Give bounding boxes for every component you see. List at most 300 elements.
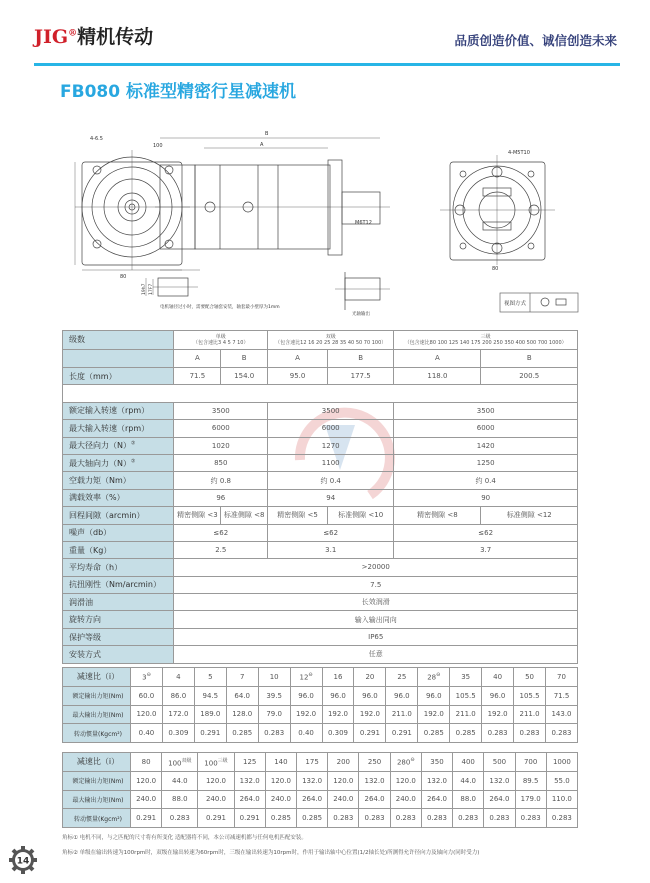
spec-label [63,559,174,576]
spec-value: 90 [394,489,578,506]
page-number-badge [8,845,38,875]
ratio-cell [328,753,359,772]
output-end-view [440,155,555,265]
subcol-row [63,349,578,368]
ratio-cell [546,771,577,790]
ratio-cell [297,790,328,809]
spec-label [63,402,174,419]
spec-label [63,472,174,489]
subcol-header: A [174,349,221,368]
spec-label [63,420,174,437]
spec-label-text: 最大轴向力（N） [69,458,131,468]
ratio-value: 96.0 [330,691,346,700]
spec-value: 约 0.4 [394,472,578,489]
ratio-cell [421,753,452,772]
ratio-cell [131,790,162,809]
ratio-value: 40 [493,672,503,681]
spec-row [63,454,578,471]
spec-value: 约 0.8 [174,472,268,489]
spec-value: 118.0 [394,368,481,385]
ratio-cell [322,668,354,687]
ratio-label: 额定输出力矩(Nm) [63,771,131,790]
ratio-value: 0.291 [239,814,260,823]
spec-row [63,368,578,385]
bushing-outer-dim: 19h7 [142,283,147,295]
spec-row [63,524,578,541]
ratio-value: 35 [461,672,471,681]
ratio-label: 减速比（i） [63,753,131,772]
ratio-cell [386,705,418,724]
ratio-value: 0.291 [136,814,157,823]
ratio-cell [234,809,265,828]
spec-value: 长效润滑 [174,594,578,611]
header-divider [34,63,620,66]
ratio-value: 60.0 [138,691,155,700]
ratio-cell [386,724,418,743]
stage-ratios: （包含速比3 4 5 7 10） [193,339,249,346]
ratio-mark: ⊖ [308,672,313,679]
stage-ratios: （包含速比80 100 125 140 175 200 250 350 400 500 700 1000） [404,339,567,346]
ratio-cell [453,809,484,828]
ratio-value: 0.283 [458,814,479,823]
ratio-value: 110.0 [551,795,572,804]
spec-label [63,576,174,593]
ratio-value: 240.0 [136,795,157,804]
ratio-cell [198,753,234,772]
ratio-value: 240.0 [395,795,416,804]
spec-value: 精密侧隙 <5 [268,507,328,524]
ratio-cell [131,668,163,687]
ratio-cell [545,705,577,724]
ratio-value: 50 [525,672,534,681]
spec-value: 输入输出同向 [174,611,578,628]
ratio-label: 最大输出力矩(Nm) [63,790,131,809]
stage-ratios: （包含速比12 16 20 25 28 35 40 50 70 100） [275,339,387,346]
ratio-cell [545,724,577,743]
spec-value: 约 0.4 [268,472,394,489]
ratio-value: 211.0 [519,710,540,719]
spec-value: 任意 [174,646,578,663]
spec-label-text: 噪声（db） [69,528,112,538]
spec-value: 96 [174,489,268,506]
spec-value: 1420 [394,437,578,454]
dim-label: B [265,131,269,137]
ratio-mark: ⊖ [146,672,151,679]
spec-label [63,489,174,506]
spec-value: ≤62 [268,524,394,541]
ratio-cell [328,790,359,809]
ratio-value: 3 [142,673,147,682]
spec-row [63,472,578,489]
ratio-mark: 三级 [217,757,228,764]
ratio-value: 143.0 [551,710,572,719]
spec-value: 177.5 [328,368,394,385]
stage-name: 三级 [480,333,491,340]
ratio-value: 44.0 [172,776,188,785]
ratio-value: 0.283 [169,814,190,823]
ratio-value: 16 [333,672,343,681]
ratio-value: 240.0 [333,795,354,804]
dim-label: 80 [492,266,499,272]
ratio-cell [453,753,484,772]
ratio-value: 0.309 [168,729,189,738]
ratio-cell [322,686,354,705]
ratio-value: 192.0 [296,710,317,719]
ratio-value: 0.283 [520,814,541,823]
stage-group [174,331,268,350]
ratio-value: 7 [239,672,245,681]
ratio-mark: 双级 [181,757,192,764]
dim-label: A [260,142,264,148]
ratio-cell [546,790,577,809]
ratio-value: 700 [523,757,538,766]
ratio-value: 0.283 [551,729,572,738]
ratio-cell [390,790,421,809]
ratio-cell [290,724,322,743]
subcol-header: A [394,349,481,368]
ratio-cell [421,790,452,809]
spec-label-text: 平均寿命（h） [69,562,123,572]
stage-name: 双级 [325,333,336,340]
ratio-value: 0.285 [270,814,291,823]
ratio-value: 88.0 [460,795,476,804]
ratio-value: 264.0 [364,795,385,804]
spec-value: 1020 [174,437,268,454]
spec-label-text: 额定输入转速（rpm） [69,406,150,416]
brand-name: 精机传动 [77,26,154,48]
ratio-value: 132.0 [489,776,510,785]
ratio-mark: ⊖ [436,672,441,679]
ratio-cell [514,668,546,687]
ratio-value: 179.0 [520,795,541,804]
spec-label [63,541,174,558]
spec-value: IP65 [174,628,578,645]
ratio-value: 96.0 [362,691,378,700]
ratio-cell [198,771,234,790]
ratio-value: 128.0 [232,710,253,719]
ratio-cell [418,686,450,705]
ratio-value: 0.283 [364,814,385,823]
ratio-cell [418,668,450,687]
ratio-value: 0.283 [395,814,416,823]
ratio-cell [482,668,514,687]
ratio-value: 120.0 [270,776,291,785]
ratio-value: 264.0 [302,795,323,804]
ratio-label: 减速比（i） [63,668,131,687]
ratio-value: 120.0 [333,776,354,785]
ratio-cell [453,790,484,809]
spec-label-text: 润滑油 [69,597,93,607]
ratio-cell [359,771,390,790]
ratio-cell [131,724,163,743]
ratio-value: 79.0 [266,710,282,719]
spec-value: 1100 [268,454,394,471]
page-title: FB080 标准型精密行星减速机 [60,82,296,102]
view-mode-box [500,293,578,312]
ratio-row [63,705,578,724]
ratio-value: 5 [208,672,213,681]
ratio-value: 211.0 [455,710,476,719]
technical-drawing [60,120,580,320]
ratio-cell [265,790,296,809]
spec-value: 精密侧隙 <3 [174,507,221,524]
ratio-value: 192.0 [327,710,349,719]
spec-label-text: 最大输入转速（rpm） [69,423,150,433]
ratio-value: 39.5 [266,691,282,700]
spec-label-text: 长度（mm） [69,371,117,381]
view-mode-label: 视图方式 [504,301,527,307]
ratio-cell [194,668,226,687]
ratio-cell [162,771,198,790]
ratio-value: 192.0 [423,710,444,719]
ratio-cell [234,790,265,809]
ratio-label: 转动惯量(Kgcm²) [63,724,131,743]
ratio-value: 175 [305,757,319,766]
spec-label-text: 抗扭刚性（Nm/arcmin） [69,580,161,590]
ratio-value: 55.0 [554,776,570,785]
ratio-row [63,771,578,790]
spec-row [63,628,578,645]
ratio-value: 264.0 [239,795,260,804]
subcol-header: A [268,349,328,368]
stage-label: 级数 [63,331,174,350]
ratio-value: 0.291 [391,729,412,738]
stage-row [63,331,578,350]
ratio-value: 105.5 [519,691,540,700]
ratio-cell [297,771,328,790]
ratio-cell [290,705,322,724]
ratio-cell [515,771,546,790]
dim-label: 4-6.5 [90,136,103,142]
dim-label: 100 [153,143,163,149]
ratio-cell [418,724,450,743]
subcol-header: B [221,349,268,368]
spec-value: 71.5 [174,368,221,385]
ratio-value: 0.283 [426,814,447,823]
ratio-value: 350 [430,757,444,766]
ratio-cell [354,668,386,687]
ratio-row [63,790,578,809]
ratio-cell [484,771,515,790]
ratio-cell [258,686,290,705]
ratio-cell [546,809,577,828]
ratio-value: 125 [242,757,257,766]
page-number: 14 [16,856,30,867]
stage-group [394,331,578,350]
slogan: 品质创造价值、诚信创造未来 [454,33,617,48]
ratio-cell [421,809,452,828]
ratio-value: 192.0 [487,710,508,719]
dim-label: M6T12 [355,220,372,226]
ratio-cell [390,809,421,828]
spec-label [63,454,174,471]
spec-value: 6000 [394,420,578,437]
ratio-value: 89.5 [522,776,539,785]
ratio-cell [258,724,290,743]
ratio-value: 25 [397,672,407,681]
ratio-value: 0.283 [489,814,510,823]
spec-label [63,507,174,524]
ratio-value: 132.0 [239,776,260,785]
spec-row [63,576,578,593]
ratio-cell [162,724,194,743]
spec-value: 3.7 [394,541,578,558]
ratio-cell [258,705,290,724]
ratio-value: 400 [461,757,475,766]
ratio-value: 20 [365,672,375,681]
ratio-row [63,809,578,828]
ratio-cell [514,686,546,705]
ratio-value: 105.5 [455,691,476,700]
ratio-value: 4 [176,672,181,681]
ratio-row [63,686,578,705]
ratio-value: 71.5 [553,691,570,700]
ratio-value: 0.285 [232,729,253,738]
dim-label: 4-M5T10 [508,150,530,156]
ratio-value: 0.285 [302,814,323,823]
ratio-cell [450,705,482,724]
ratio-value: 96.0 [394,691,410,700]
spec-value: ≤62 [174,524,268,541]
spec-value: 200.5 [481,368,578,385]
ratio-value: 240.0 [270,795,291,804]
spec-row [63,646,578,663]
ratio-value: 200 [336,757,351,766]
spec-label [63,611,174,628]
ratio-cell [354,724,386,743]
ratio-value: 0.291 [205,814,226,823]
spec-label [63,594,174,611]
ratio-cell [546,753,577,772]
spec-label [63,646,174,663]
ratio-cell [162,668,194,687]
ratio-cell [297,809,328,828]
ratio-cell [390,753,421,772]
ratio-cell [131,809,162,828]
ratio-value: 1000 [552,757,571,766]
ratio-table-2 [62,752,578,828]
ratio-cell [484,790,515,809]
ratio-cell [450,668,482,687]
ratio-cell [386,686,418,705]
ratio-value: 88.0 [172,795,188,804]
ratio-cell [194,705,226,724]
ratio-value: 140 [274,757,288,766]
ratio-cell [131,753,162,772]
spec-value: 95.0 [268,368,328,385]
spacer-row [63,385,578,402]
ratio-value: 132.0 [426,776,447,785]
ratio-cell [482,686,514,705]
ratio-cell [226,686,258,705]
ratio-value: 86.0 [170,691,187,700]
footnote-mark: ② [130,440,136,447]
ratio-cell [545,668,577,687]
ratio-value: 0.285 [423,729,444,738]
ratio-cell [198,809,234,828]
spec-value: 6000 [268,420,394,437]
stage-name: 单级 [215,333,226,340]
ratio-cell [515,809,546,828]
ratio-cell [359,790,390,809]
ratio-cell [545,686,577,705]
empty-label [63,349,174,368]
ratio-label: 额定输出力矩(Nm) [63,686,131,705]
ratio-value: 0.283 [519,729,540,738]
ratio-cell [421,771,452,790]
spec-label-text: 保护等级 [69,632,101,642]
spec-value: 3.1 [268,541,394,558]
spec-row [63,611,578,628]
ratio-value: 96.0 [298,691,314,700]
ratio-cell [297,753,328,772]
ratio-cell [450,724,482,743]
ratio-value: 0.40 [298,729,314,738]
spec-row [63,489,578,506]
ratio-value: 0.291 [200,729,221,738]
ratio-cell [265,809,296,828]
spec-value: 1270 [268,437,394,454]
subcol-header: B [328,349,394,368]
spec-value: 1250 [394,454,578,471]
ratio-value: 211.0 [391,710,412,719]
spec-label-text: 满载效率（%） [69,493,125,503]
shaft-note: 光轴输出 [352,312,370,317]
ratio-cell [515,790,546,809]
ratio-cell [162,809,198,828]
ratio-cell [162,753,198,772]
ratio-cell [354,686,386,705]
ratio-cell [484,809,515,828]
ratio-value: 94.5 [202,691,219,700]
input-end-view [75,150,190,270]
spec-label-text: 空载力矩（Nm） [69,476,131,486]
ratio-value: 0.283 [333,814,354,823]
ratio-cell [418,705,450,724]
spec-value: 6000 [174,420,268,437]
ratio-cell [258,668,290,687]
ratio-cell [131,686,163,705]
ratio-cell [482,705,514,724]
ratio-cell [359,753,390,772]
ratio-value: 96.0 [425,691,442,700]
ratio-value: 280 [396,758,411,767]
ratio-value: 172.0 [168,710,189,719]
ratio-value: 250 [367,757,382,766]
spec-row [63,437,578,454]
spec-value: 标准侧隙 <10 [328,507,394,524]
ratio-cell [514,705,546,724]
spec-value: 850 [174,454,268,471]
ratio-cell [226,668,258,687]
ratio-cell [482,724,514,743]
ratio-cell [226,705,258,724]
ratio-cell [450,686,482,705]
ratio-cell [354,705,386,724]
ratio-value: 120.0 [395,776,416,785]
spec-value: >20000 [174,559,578,576]
ratio-value: 44.0 [460,776,476,785]
ratio-value: 28 [427,673,437,682]
spec-label-text: 安装方式 [69,649,101,659]
spec-value: 标准侧隙 <8 [221,507,268,524]
spec-label-text: 最大径向力（N） [69,441,131,451]
ratio-cell [265,753,296,772]
brand-logo [34,22,153,49]
ratio-row [63,668,578,687]
spec-row [63,507,578,524]
spec-value: ≤62 [394,524,578,541]
